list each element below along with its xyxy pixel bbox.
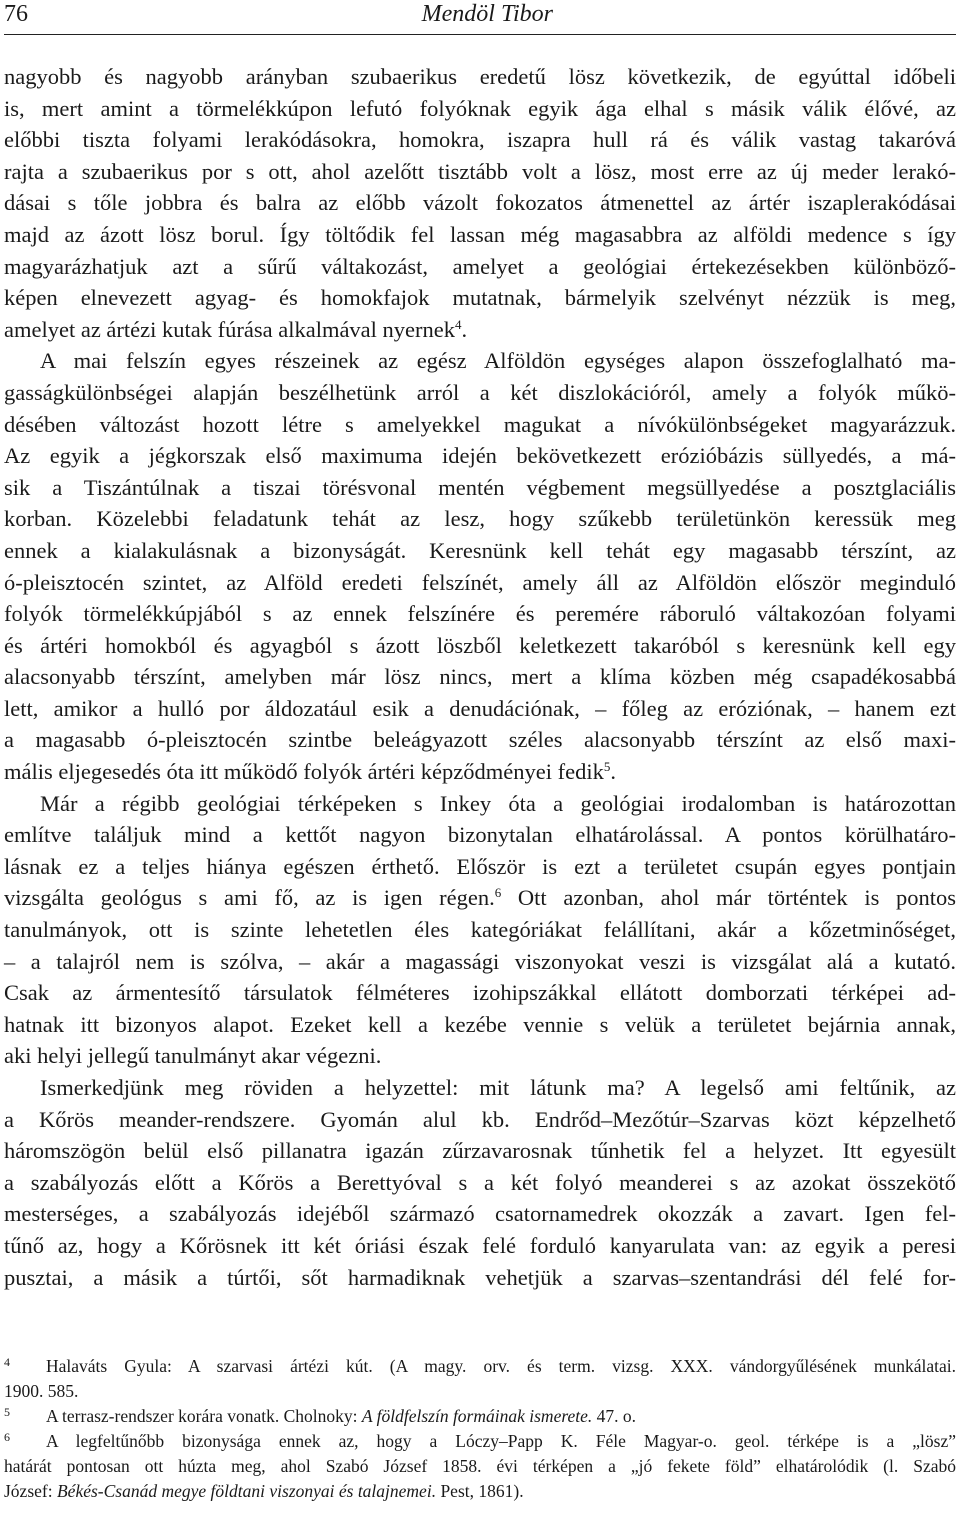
text-line: gasságkülönbségei alapján beszélhetünk arról a két diszlokációról, amely a folyók műkö-	[4, 379, 956, 405]
text-line: és ártéri homokból és agyagból s ázott löszből keletkezett takaróból s keresnünk kell egy	[4, 632, 956, 658]
running-head: Mendöl Tibor	[421, 1, 553, 27]
footnote-ref[interactable]: 5	[603, 759, 611, 775]
text-line: a magasabb ó-pleisztocén szintbe beleágyazott széles alacsonyabb térszínt az első maxi-	[4, 727, 956, 753]
cited-title: A földfelszín formáinak ismerete.	[361, 1406, 593, 1426]
text-line: pusztai, a másik a túrtői, sőt harmadiknak vehetjük a szarvas–szentandrási dél felé for-	[4, 1264, 956, 1290]
text-line: – a talajról nem is szólva, – akár a magassági viszonyokat veszi is vizsgálat alá a kutató.	[4, 948, 956, 974]
text-line: Ismerkedjünk meg röviden a helyzettel: mit látunk ma? A legelső ami feltűnik, az	[40, 1075, 956, 1100]
text-line: désében változást hozott létre s amelyekkel magukat a nívókülönbségeket magyarázzuk.	[4, 411, 956, 437]
text-line: Csak az ármentesítő társulatok félméteres izohipszákkal ellátott domborzati térképei ad-	[4, 980, 956, 1006]
text-line: sik a Tiszántúlnak a tiszai törésvonal mentén végbement megsüllyedése a posztglaciális	[4, 474, 956, 500]
paragraph-2	[4, 345, 956, 787]
footnote-6: $^6$ A legfeltűnőbb bizonysága ennek az, hogy a Lóczy–Papp K. Féle Magyar-o. geol. térképe is a „lösz” határát pontosan ott húzta meg, ahol Szabó József 1858. évi térképen a „jó fekete föld” elhatárolódik (l. Szabó József: Békés-Csanád megye földtani viszonyai és talajnemei. Pest, 1861).	[4, 1430, 956, 1501]
text-line: említve találjuk mind a kettőt nagyon bizonytalan elhatárolással. A pontos körülhatáro-	[4, 822, 956, 848]
text-line: magyarázhatjuk azt a sűrű váltakozást, amelyet a geológiai értekezésekben különböző-	[4, 253, 956, 279]
body-text	[4, 61, 956, 1293]
text-line: lett, amikor a hulló por áldozatául esik a denudációnak, – főleg az eróziónak, – hanem ezt	[4, 695, 956, 721]
footnotes	[4, 1354, 956, 1504]
page-header	[4, 0, 956, 35]
text-line: háromszögön belül első pillanatra igazán zűrzavarosnak tűnhetik fel a helyzet. Itt egyesült	[4, 1138, 956, 1164]
text-line: tanulmányok, ott is szinte lehetetlen éles kategóriákat felállítani, akár a kőzetminőséget,	[4, 917, 956, 943]
text-line: amelyet az ártézi kutak fúrása alkalmával nyernek$^4$.	[4, 316, 468, 342]
text-line: mesterséges, a szabályozás idejéből származó csatornamedrek okozzák a zavart. Igen fel-	[4, 1201, 956, 1227]
text-line: rajta a szubaerikus por s ott, ahol azelőtt tisztább volt a lösz, most erre az új meder lerakó-	[4, 158, 956, 184]
footnote-ref[interactable]: 6	[494, 885, 502, 901]
footnote-ref[interactable]: 4	[455, 316, 462, 332]
text-line: dásai s tőle jobbra és balra az előbb vázolt fokozatos átmenettel az ártér iszaplerakódásai	[4, 190, 956, 216]
text-line: hatnak itt bizonyos alapot. Ezeket kell a kezébe vennie s velük a területet bejárnia annak,	[4, 1011, 956, 1037]
text-line: tűnő az, hogy a Kőrösnek itt két óriási észak felé forduló kanyarulata van: az egyik a peresi	[4, 1232, 956, 1258]
text-line: a Kőrös meander-rendszere. Gyomán alul kb. Endrőd–Mezőtúr–Szarvas közt képzelhető	[4, 1106, 956, 1132]
paragraph-4	[4, 1072, 956, 1293]
text-line: képen elnevezett agyag- és homokfajok mutatnak, bármelyik szelvényt nézzük is meg,	[4, 285, 956, 311]
text-line: Az egyik a jégkorszak első maximuma idején bekövetkezett erózióbázis süllyedés, a má-	[4, 443, 956, 469]
footnote-5: $^5$ A terrasz-rendszer korára vonatk. Cholnoky: A földfelszín formáinak ismerete. 47. o.	[4, 1404, 956, 1429]
footnote-number: 6	[4, 1430, 10, 1444]
text-line: A mai felszín egyes részeinek az egész Alföldön egységes alapon összefoglalható ma-	[40, 348, 956, 374]
text-line: előbbi tiszta folyami lerakódásokra, homokra, iszapra hull rá és válik vastag takaróvá	[4, 127, 956, 153]
footnote-4: $^4$ Halaváts Gyula: A szarvasi ártézi kút. (A magy. orv. és term. vizsg. XXX. vándorgyűlésének munkálatai. 1900. 585.	[4, 1355, 956, 1401]
page-number: 76	[4, 1, 28, 27]
text-line: ó-pleisztocén szintet, az Alföld eredeti felszínét, amely áll az Alföldön először meginduló	[4, 569, 956, 595]
footnote-number: 4	[4, 1355, 10, 1369]
text-line: alacsonyabb térszínt, amelyben már lösz nincs, mert a klíma közben még csapadékosabbá	[4, 664, 956, 690]
text-line: vizsgálta geológus s ami fő, az is igen régen.$^6$ Ott azonban, ahol már történtek is pontos	[4, 885, 956, 911]
text-line: ennek a kialakulásnak a bizonyságát. Keresnünk kell tehát egy magasabb térszínt, az	[4, 537, 956, 563]
text-line: lásnak ez a teljes hiánya egészen érthető. Először is ezt a területet csupán egyes pontjain	[4, 853, 956, 879]
text-line: is, mert amint a törmelékkúpon lefutó folyóknak egyik ága elhal s másik válik élővé, az	[4, 95, 956, 121]
text-line: nagyobb és nagyobb arányban szubaerikus eredetű lösz következik, de egyúttal időbeli	[4, 64, 956, 89]
cited-title: Békés-Csanád megye földtani viszonyai és talajnemei.	[56, 1481, 437, 1501]
text-line: folyók törmelékkúpjából s az ennek felszínére és peremére ráboruló váltakozóan folyami	[4, 601, 956, 627]
paragraph-3	[4, 788, 956, 1072]
paragraph-1	[4, 61, 956, 345]
footnote-number: 5	[4, 1405, 10, 1419]
text-line: a szabályozás előtt a Kőrös a Berettyóval s a két folyó meanderei s az azokat összekötő	[4, 1169, 956, 1195]
text-line: majd az ázott lösz borul. Így töltődik fel lassan még magasabbra az alföldi medence s így	[4, 221, 956, 247]
text-line: Már a régibb geológiai térképeken s Inkey óta a geológiai irodalomban is határozottan	[40, 790, 956, 816]
text-line: mális eljegesedés óta itt működő folyók ártéri képződményei fedik$^5$.	[4, 759, 616, 785]
text-line: korban. Közelebbi feladatunk tehát az lesz, hogy szűkebb területünkön keressük meg	[4, 506, 956, 532]
text-line: aki helyi jellegű tanulmányt akar végezni.	[4, 1043, 382, 1069]
